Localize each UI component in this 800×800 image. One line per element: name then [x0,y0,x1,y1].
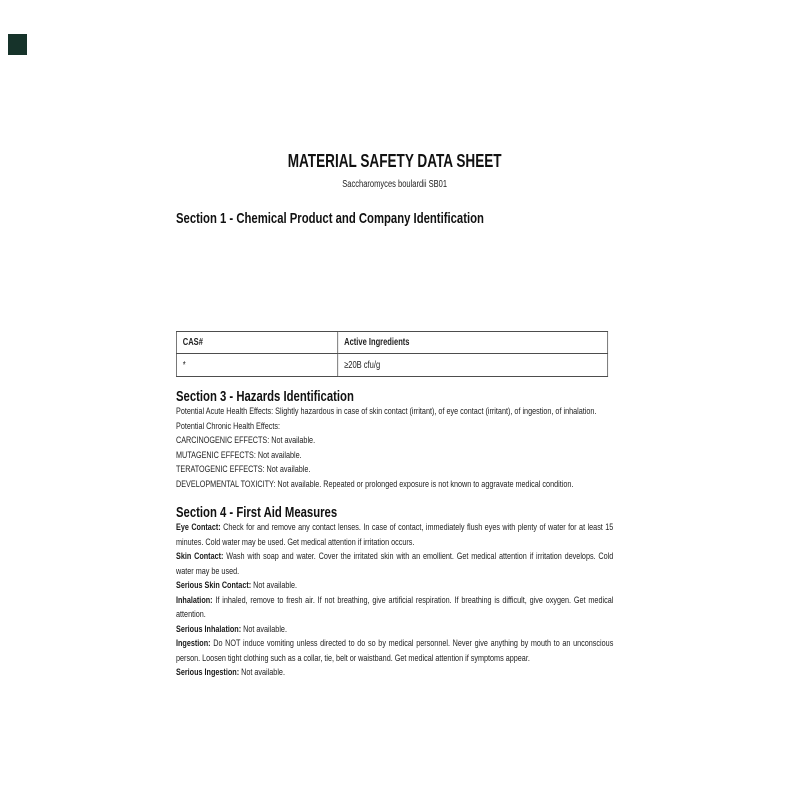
first-aid-label: Skin Contact: [176,551,224,562]
section-4-heading: Section 4 - First Aid Measures [176,504,338,521]
active-ingredients-table [176,331,608,377]
table-header-cas: CAS# [176,332,337,354]
first-aid-item [176,594,613,623]
hazards-line: Potential Acute Health Effects: Slightly hazardous in case of skin contact (irritant), of eye contact (irritant), of ingestion, of inhalation. Potential Chronic Health Effects: [176,406,597,432]
first-aid-text: Do NOT induce vomiting unless directed to do so by medical personnel. Never give anything by mouth to an unconscious person. Loosen tight clothing such as a collar, tie, belt or waistband. Get medical attention if symptoms appear. [176,638,614,664]
table-header-row [176,332,607,354]
section-3-heading: Section 3 - Hazards Identification [176,388,354,405]
first-aid-item [176,579,613,594]
first-aid-text: Check for and remove any contact lenses. In case of contact, immediately flush eyes with plenty of water for at least 15 minutes. Cold water may be used. Get medical attention if irritation occurs. [176,522,614,548]
section-1-heading: Section 1 - Chemical Product and Company Identification [176,210,484,227]
table-row [176,354,607,377]
hazards-line: TERATOGENIC EFFECTS: Not available. [176,464,311,475]
first-aid-label: Serious Inhalation: [176,623,242,635]
hazards-line: CARCINOGENIC EFFECTS: Not available. [176,435,316,446]
first-aid-label: Ingestion: [176,638,211,649]
first-aid-item [176,637,613,666]
first-aid-label: Serious Skin Contact: [176,580,252,591]
first-aid-label: Serious Ingestion: [176,667,240,678]
page-title: MATERIAL SAFETY DATA SHEET [287,151,502,171]
hazards-line: DEVELOPMENTAL TOXICITY: Not available. Repeated or prolonged exposure is not known to aggravate medical condition. [176,478,574,490]
first-aid-item [176,666,613,681]
document-page [176,0,613,681]
first-aid-item [176,521,613,550]
first-aid-label: Eye Contact: [176,522,221,533]
first-aid-label: Inhalation: [176,594,213,606]
first-aid-text: Not available. [241,667,285,678]
first-aid-text: Not available. [253,580,298,591]
cell-cas-value: * [176,354,337,377]
page-subtitle: Saccharomyces boulardii SB01 [342,179,448,190]
corner-mark [8,34,27,55]
first-aid-text: Not available. [243,623,287,635]
first-aid-text: If inhaled, remove to fresh air. If not breathing, give artificial respiration. If breathing is difficult, give oxygen. Get medical attention. [176,594,614,620]
table-header-active-ingredients: Active Ingredients [338,332,608,354]
cell-active-ingredients-value: ≥20B cfu/g [338,354,608,377]
first-aid-item [176,550,613,579]
hazards-line: MUTAGENIC EFFECTS: Not available. [176,449,302,461]
first-aid-text: Wash with soap and water. Cover the irritated skin with an emollient. Get medical attention if irritation develops. Cold water may be used. [176,551,614,577]
first-aid-item [176,623,613,638]
